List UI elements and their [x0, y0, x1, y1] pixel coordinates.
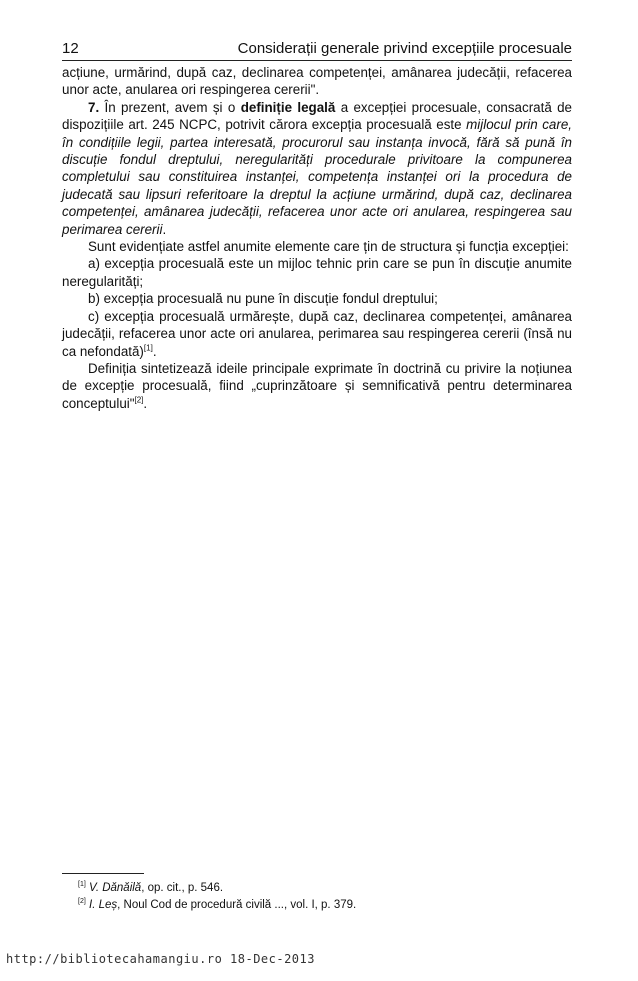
text-run: a excepției procesuale, consacrată de dispozițiile art. 245 NCPC, potrivit cărora excepția procesuală este: [62, 99, 573, 133]
paragraph-continuation: acțiune, urmărind, după caz, declinarea competenței, amânarea judecății, refacerea unor acte, anularea ori respingerea cererii".: [62, 65, 572, 98]
footnote-author: I. Leș: [89, 899, 118, 911]
body-text: [62, 64, 572, 412]
text-run: Definiția sintetizează ideile principale exprimate în doctrină cu privire la noțiunea de excepție procesuală, fiind „cuprinzătoare și semnificativă pentru determinarea conceptului": [62, 360, 572, 411]
bold-term: definiție legală: [240, 99, 336, 115]
footnote-mark: [2]: [78, 898, 86, 906]
footnote-text: , op. cit., p. 546.: [141, 882, 224, 894]
footnote-2: [78, 897, 572, 914]
source-watermark: http://bibliotecahamangiu.ro 18-Dec-2013: [6, 952, 315, 966]
footnote-author: V. Dănăilă: [89, 882, 142, 894]
text-run: c) excepția procesuală urmărește, după caz, declinarea competenței, amânarea judecății, refacerea unor acte ori anularea, perimarea sau respingerea cererii (însă nu ca nefondată): [62, 308, 572, 359]
footnotes: [78, 880, 572, 914]
list-item-a: a) excepția procesuală este un mijloc tehnic prin care se pun în discuție anumite neregularități;: [62, 256, 572, 289]
footnote-mark: [1]: [78, 881, 86, 889]
text-run: .: [152, 343, 157, 359]
paragraph-definition: [62, 99, 572, 238]
list-item-b: b) excepția procesuală nu pune în discuție fondul dreptului;: [88, 291, 438, 307]
paragraph-number: 7.: [88, 99, 100, 115]
footnote-separator: [62, 873, 144, 874]
text-run: În prezent, avem și o: [99, 99, 241, 115]
running-header: [62, 40, 572, 61]
footnote-ref: [1]: [143, 343, 153, 353]
text-run: .: [143, 395, 148, 411]
running-title: Considerații generale privind excepțiile procesuale: [237, 40, 572, 57]
list-item-c: [62, 308, 572, 360]
footnote-text: , Noul Cod de procedură civilă ..., vol. I, p. 379.: [117, 899, 357, 911]
text-run: .: [162, 221, 167, 237]
page-number: 12: [62, 40, 79, 57]
paragraph-synthesis: [62, 360, 572, 412]
paragraph-elements-intro: Sunt evidențiate astfel anumite elemente care țin de structura și funcția excepției:: [88, 239, 569, 255]
footnote-1: [78, 880, 572, 897]
footnote-ref: [2]: [134, 395, 144, 405]
legal-definition: mijlocul prin care, în condițiile legii, partea interesată, procurorul sau instanța invocă, fără să pună în discuție fondul dreptului, neregularități procedurale privitoare la compunerea completului sau constituirea instanței, competența instanței ori la procedura de judecată sau lipsuri referitoare la dreptul la acțiune urmărind, după caz, declinarea competenței, amânarea judecății, refacerea unor acte ori anularea, respingerea sau perimarea cererii: [62, 117, 572, 237]
